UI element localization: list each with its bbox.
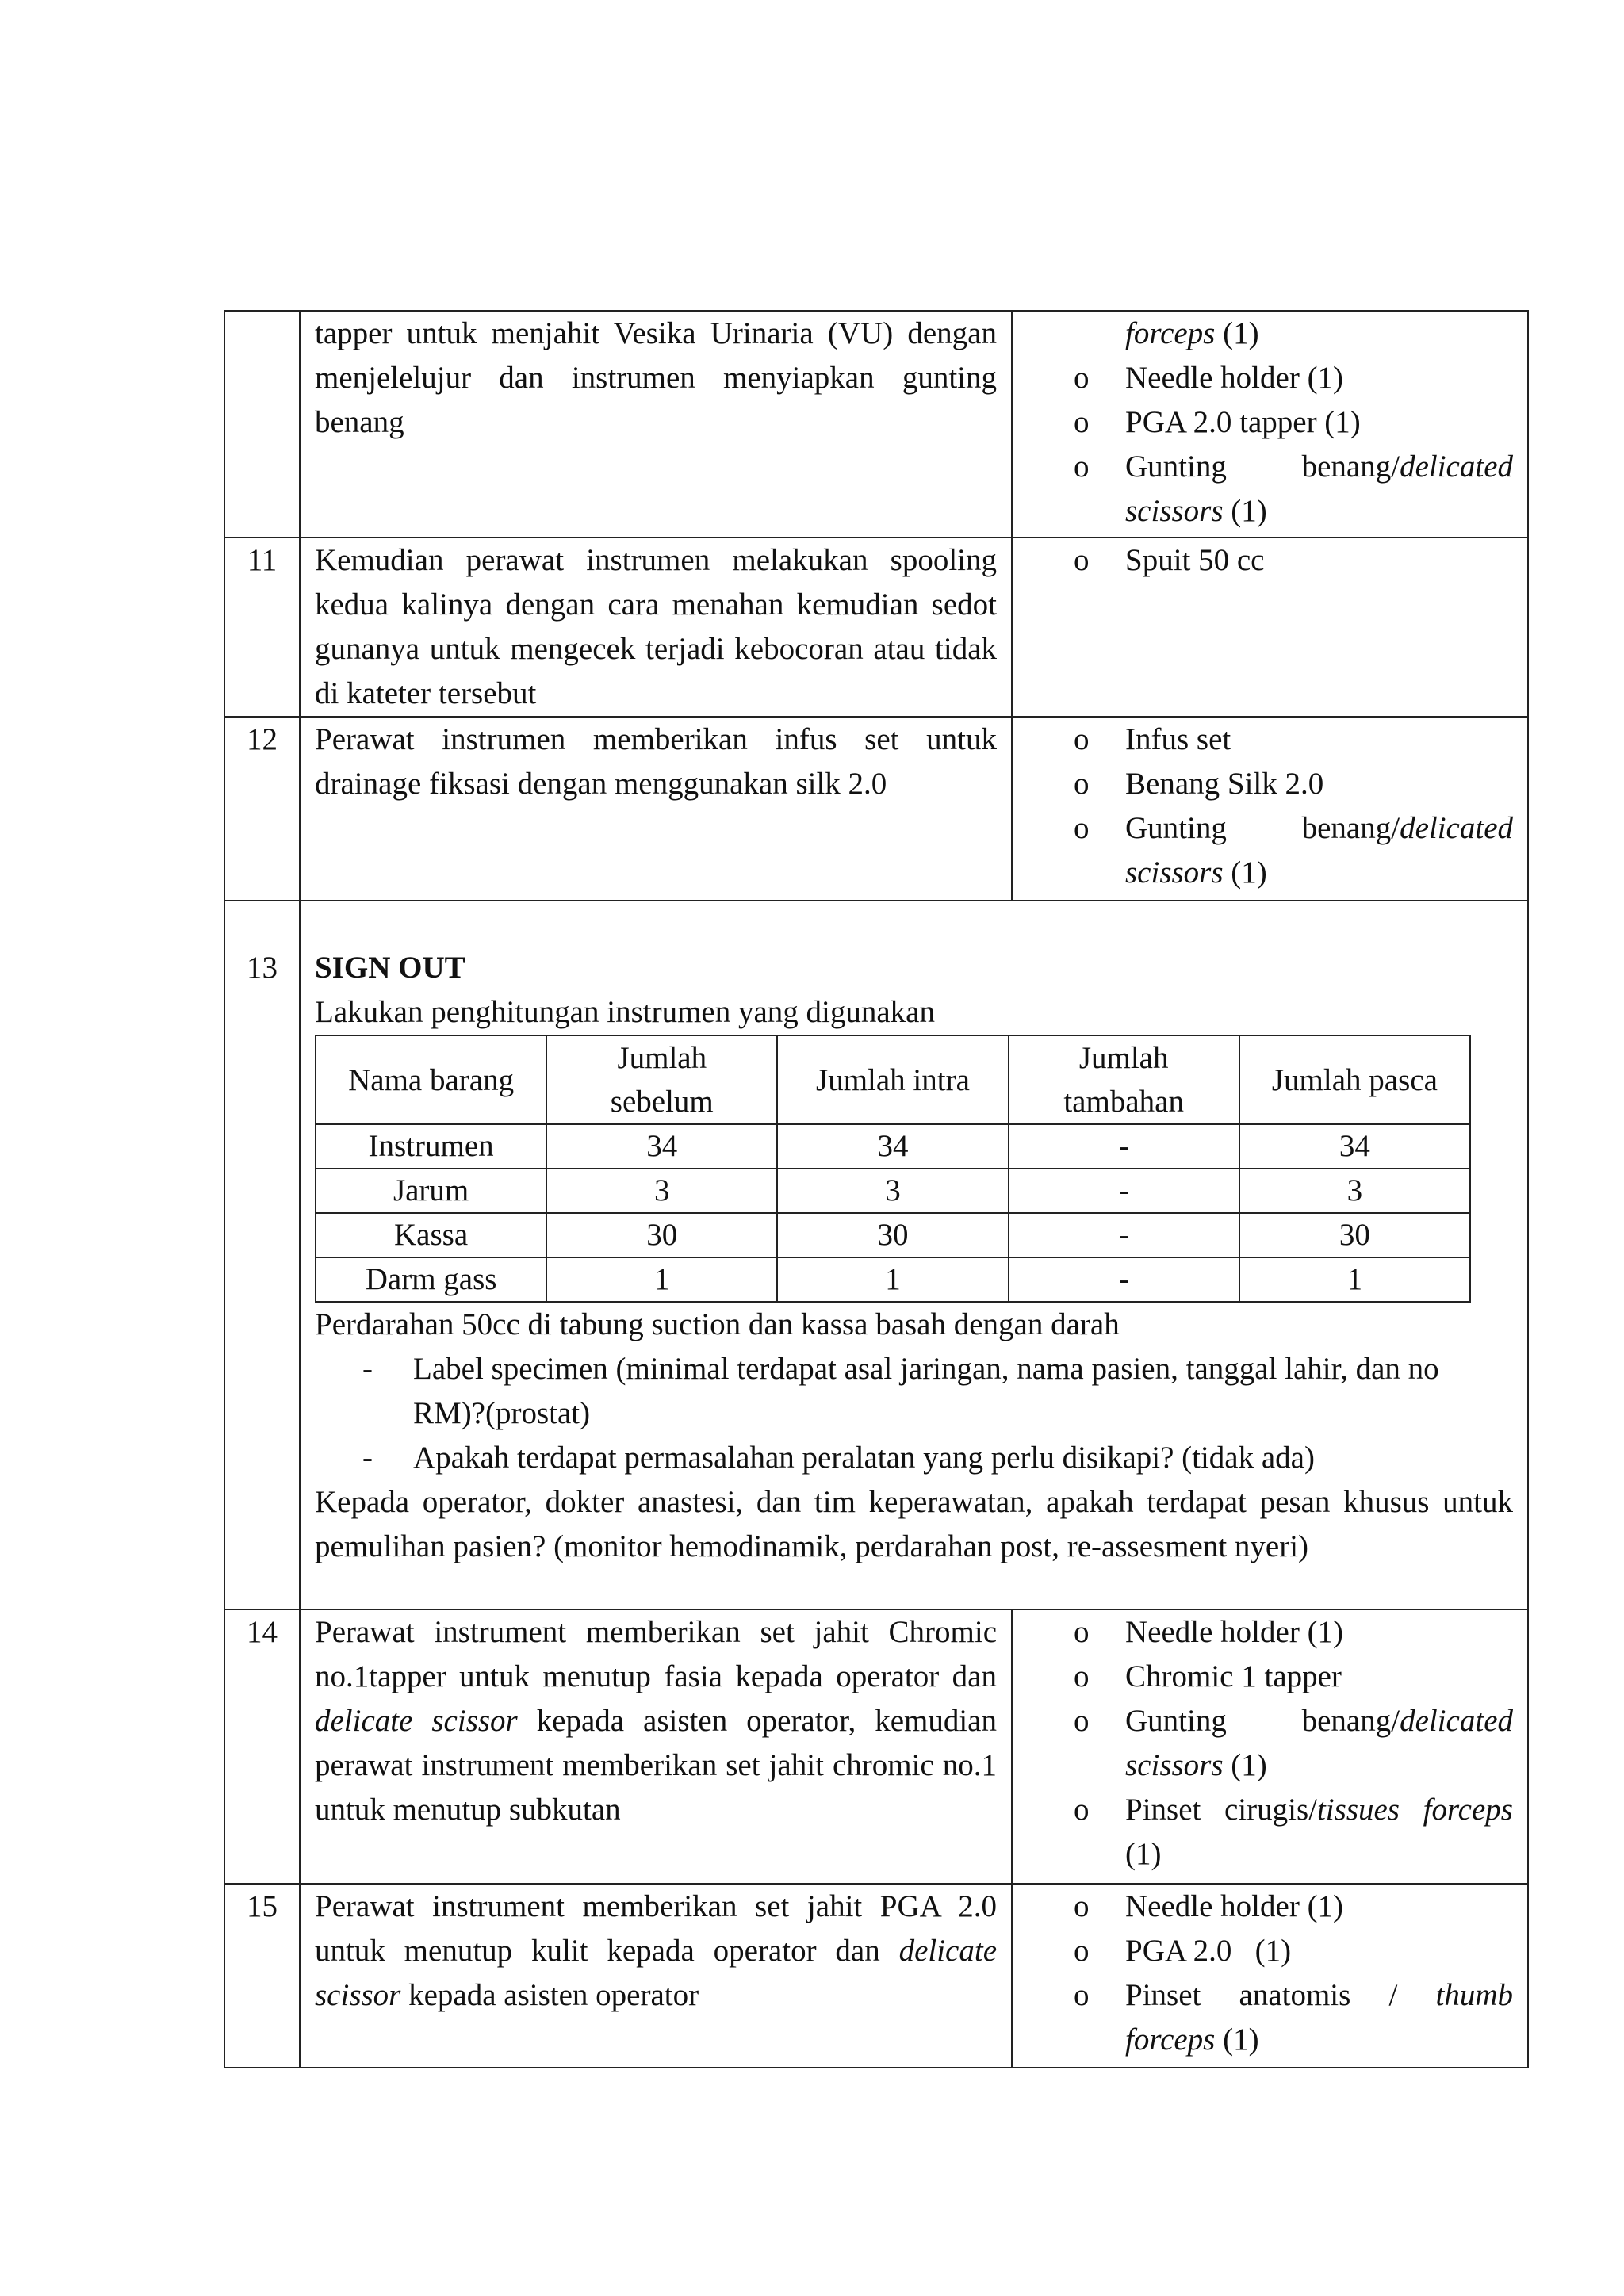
tool-item: o Needle holder (1) — [1013, 356, 1513, 400]
bullet-icon: o — [1074, 1704, 1090, 1738]
row-number: 12 — [224, 717, 300, 901]
table-row — [224, 1884, 1528, 2068]
bullet-icon: o — [1074, 361, 1090, 395]
list-item: - Label specimen (minimal terdapat asal jaringan, nama pasien, tanggal lahir, dan no RM)?(prostat) — [315, 1347, 1513, 1436]
row-number — [224, 311, 300, 538]
bullet-icon: o — [1074, 1934, 1090, 1968]
table-row — [224, 717, 1528, 901]
row-number: 15 — [224, 1884, 300, 2068]
row-number: 13 — [247, 951, 278, 985]
row-description: Perawat instrument memberikan set jahit PGA 2.0 untuk menutup kulit kepada operator dan delicate scissor kepada asisten operator — [300, 1884, 1012, 2068]
tool-item: o Infus set — [1013, 718, 1513, 762]
table-cell: 34 — [1239, 1124, 1470, 1169]
bullet-icon: o — [1074, 767, 1090, 801]
table-cell: - — [1009, 1257, 1239, 1302]
tool-item: o Chromic 1 tapper — [1013, 1655, 1513, 1699]
tool-item: o PGA 2.0 (1) — [1013, 1929, 1513, 1973]
table-cell: 34 — [546, 1124, 777, 1169]
tool-item: o PGA 2.0 tapper (1) — [1013, 400, 1513, 445]
dash-list — [315, 1347, 1513, 1480]
table-cell: - — [1009, 1213, 1239, 1257]
tool-item: o Gunting benang/delicated scissors (1) — [1013, 806, 1513, 895]
table-row — [224, 1609, 1528, 1884]
tool-item: o Pinset cirugis/tissues forceps (1) — [1013, 1788, 1513, 1877]
table-cell: 34 — [777, 1124, 1008, 1169]
column-header: Nama barang — [316, 1035, 546, 1124]
table-row — [316, 1213, 1470, 1257]
section-intro: Lakukan penghitungan instrumen yang digunakan — [315, 995, 935, 1029]
row-description: Kemudian perawat instrumen melakukan spooling kedua kalinya dengan cara menahan kemudian sedot gunanya untuk mengecek terjadi kebocoran atau tidak di kateter tersebut — [300, 538, 1012, 717]
table-row — [316, 1169, 1470, 1213]
column-header: Jumlah tambahan — [1009, 1035, 1239, 1124]
table-row — [316, 1124, 1470, 1169]
row-tools — [1012, 311, 1528, 538]
row-description: tapper untuk menjahit Vesika Urinaria (VU) dengan menjelelujur dan instrumen menyiapkan gunting benang — [300, 311, 1012, 538]
bleeding-note: Perdarahan 50cc di tabung suction dan kassa basah dengan darah — [315, 1307, 1120, 1341]
table-cell: 1 — [546, 1257, 777, 1302]
bullet-icon: o — [1074, 543, 1090, 577]
list-item: - Apakah terdapat permasalahan peralatan yang perlu disikapi? (tidak ada) — [315, 1436, 1513, 1480]
bullet-icon: o — [1074, 1615, 1090, 1649]
table-row — [224, 538, 1528, 717]
bullet-icon: o — [1074, 1889, 1090, 1923]
table-cell: 30 — [1239, 1213, 1470, 1257]
bullet-icon: o — [1074, 405, 1090, 439]
tool-item: forceps (1) — [1125, 316, 1259, 350]
count-table — [315, 1035, 1471, 1303]
dash-icon: - — [362, 1352, 373, 1386]
table-row — [316, 1257, 1470, 1302]
table-row — [224, 311, 1528, 538]
column-header: Jumlah intra — [777, 1035, 1008, 1124]
tool-item: o Needle holder (1) — [1013, 1610, 1513, 1655]
dash-icon: - — [362, 1441, 373, 1475]
row-tools — [1012, 1884, 1528, 2068]
row-number: 11 — [224, 538, 300, 717]
table-cell: 3 — [1239, 1169, 1470, 1213]
procedure-table — [224, 310, 1529, 2068]
column-header: Jumlah sebelum — [546, 1035, 777, 1124]
sign-out-section — [300, 901, 1528, 1609]
table-cell: 3 — [546, 1169, 777, 1213]
bullet-icon: o — [1074, 450, 1090, 484]
tool-item: o Gunting benang/delicated scissors (1) — [1013, 445, 1513, 534]
table-cell: - — [1009, 1169, 1239, 1213]
closing-note: Kepada operator, dokter anastesi, dan tim keperawatan, apakah terdapat pesan khusus untuk pemulihan pasien? (monitor hemodinamik, perdarahan post, re-assesment nyeri) — [315, 1485, 1513, 1563]
row-tools — [1012, 538, 1528, 717]
row-description: Perawat instrument memberikan set jahit Chromic no.1tapper untuk menutup fasia kepada operator dan delicate scissor kepada asisten operator, kemudian perawat instrument memberikan set jahit chromic no.1 untuk menutup subkutan — [300, 1609, 1012, 1884]
bullet-icon: o — [1074, 1659, 1090, 1693]
bullet-icon: o — [1074, 811, 1090, 845]
row-tools — [1012, 1609, 1528, 1884]
column-header: Jumlah pasca — [1239, 1035, 1470, 1124]
section-title: SIGN OUT — [315, 951, 465, 985]
table-cell: 3 — [777, 1169, 1008, 1213]
tool-item: o Needle holder (1) — [1013, 1885, 1513, 1929]
table-header-row — [316, 1035, 1470, 1124]
row-description: Perawat instrumen memberikan infus set untuk drainage fiksasi dengan menggunakan silk 2.0 — [300, 717, 1012, 901]
table-cell: 1 — [777, 1257, 1008, 1302]
table-cell: 30 — [777, 1213, 1008, 1257]
row-number: 14 — [224, 1609, 300, 1884]
tool-item: o Pinset anatomis / thumb forceps (1) — [1013, 1973, 1513, 2062]
table-cell: Kassa — [316, 1213, 546, 1257]
tool-item: o Spuit 50 cc — [1013, 538, 1513, 583]
bullet-icon: o — [1074, 722, 1090, 756]
table-cell: Instrumen — [316, 1124, 546, 1169]
bullet-icon: o — [1074, 1793, 1090, 1827]
tool-item: o Benang Silk 2.0 — [1013, 762, 1513, 806]
table-cell: Darm gass — [316, 1257, 546, 1302]
table-cell: Jarum — [316, 1169, 546, 1213]
table-row — [224, 901, 1528, 1609]
bullet-icon: o — [1074, 1978, 1090, 2012]
table-cell: - — [1009, 1124, 1239, 1169]
row-tools — [1012, 717, 1528, 901]
tool-item: o Gunting benang/delicated scissors (1) — [1013, 1699, 1513, 1788]
table-cell: 30 — [546, 1213, 777, 1257]
table-cell: 1 — [1239, 1257, 1470, 1302]
